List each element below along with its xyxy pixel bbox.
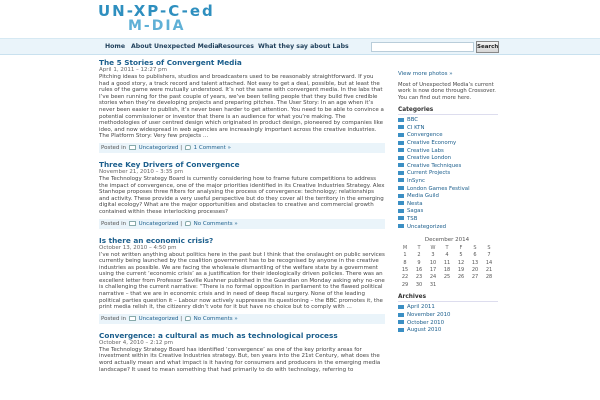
folder-icon	[129, 221, 136, 226]
calendar-day: 27	[471, 274, 479, 281]
logo-line-1: UN-XP-C-ed	[98, 2, 215, 20]
calendar-day: 4	[445, 252, 449, 259]
calendar-day	[482, 281, 496, 288]
calendar-day: 14	[485, 259, 493, 266]
post-title[interactable]: Three Key Drivers of Convergence	[99, 159, 240, 169]
calendar-day: 16	[415, 266, 423, 273]
calendar-day: 1	[403, 252, 407, 259]
rss-icon	[398, 156, 404, 160]
category-label: London Games Festival	[407, 185, 470, 192]
category-item[interactable]	[398, 125, 498, 133]
post	[99, 58, 385, 153]
rss-icon	[398, 171, 404, 175]
category-item[interactable]	[398, 163, 498, 171]
calendar-day: 17	[429, 266, 437, 273]
posted-in-label: Posted in	[101, 144, 127, 151]
category-item[interactable]	[398, 117, 498, 125]
category-list	[398, 117, 498, 231]
logo-line-2: M-DIA	[128, 18, 186, 34]
category-item[interactable]	[398, 216, 498, 224]
category-label: Creative Techniques	[407, 162, 462, 169]
post-title[interactable]: The 5 Stories of Convergent Media	[99, 58, 242, 67]
archive-item[interactable]	[398, 327, 498, 335]
calendar-day: 19	[457, 266, 465, 273]
category-label: Uncategorized	[407, 223, 447, 230]
archive-list	[398, 304, 498, 334]
calendar-day: 25	[443, 274, 451, 281]
folder-icon	[129, 316, 136, 321]
post-date: October 4, 2010 – 2:12 pm	[99, 339, 173, 346]
post-body: The Technology Strategy Board has identified ‘convergence’ as one of the key priority areas for investment within its Creative Industries strategy. But, ten years into the 21st Century, what does the word actually mean and what impact is it having for consumers and producers in the emerging media landscape? It used to mean something that had primarily to do with technology, referring to	[99, 346, 381, 373]
calendar-day-header: T	[445, 244, 449, 251]
calendar-day-header: M	[402, 244, 408, 251]
main-nav	[0, 38, 600, 55]
sidebar	[398, 58, 498, 335]
post-title[interactable]: Is there an economic crisis?	[99, 235, 214, 245]
rss-icon	[398, 194, 404, 198]
calendar-day: 20	[471, 266, 479, 273]
category-link[interactable]: Uncategorized	[138, 315, 179, 322]
post-date: October 13, 2010 – 4:50 pm	[99, 244, 177, 251]
archive-label: April 2011	[407, 304, 435, 311]
calendar-day	[440, 281, 454, 288]
calendar-day	[454, 281, 468, 288]
category-label: InSync	[407, 177, 425, 184]
rss-icon	[398, 148, 404, 152]
calendar-day: 5	[459, 252, 463, 259]
calendar-day-header: T	[417, 244, 421, 251]
calendar-day: 28	[485, 274, 493, 281]
calendar-day: 12	[457, 259, 465, 266]
category-item[interactable]	[398, 132, 498, 140]
archive-item[interactable]	[398, 312, 498, 320]
category-label: Creative Economy	[407, 140, 457, 146]
category-item[interactable]	[398, 224, 498, 232]
category-label: Sagas	[407, 208, 424, 215]
post-body: Pitching ideas to publishers, studios and broadcasters used to be reasonably straightforward. If you had a good story, a track record and talent attached. Not easy to get a deal, possible, but at least the rules of the game were mutually understood. It’s not the same with convergent media. In the labs that I’ve been running for the past couple of years, we’ve been telling people that they build five credible stories when they’re developing projects and preparing pitches. The User Story: In an age when it’s never been easier to publish, it’s never been harder to get attention. You need to be able to convince a potential commissioner or investor that there is an audience for what you’re making. The methodologies of user centred design which originated in product design, pioneered by companies like ideo, and now widespread in web agencies are increasingly important across the creative industries. The Platform Story: Very few projects …	[99, 74, 384, 140]
calendar-day	[468, 281, 482, 288]
post-body: The Technology Strategy Board is currently considering how to frame future competitions to address the impact of convergence, one of the major priorities identified in its Creative Industries Strategy. Alex Stanhope proposes three filters for analysing the process of convergence: technology; relationships and activity. These provide a very useful perspective but do they cover all the territory in the emerging digital ecology? What are the major opportunities and obstacles to creative and commercial growth contained within these interlocking processes?	[99, 175, 385, 215]
category-label: BBC	[407, 117, 419, 124]
archive-item[interactable]	[398, 304, 498, 312]
calendar-day: 18	[443, 266, 451, 273]
rss-icon	[398, 305, 404, 309]
category-item[interactable]	[398, 186, 498, 194]
folder-icon	[129, 145, 136, 150]
rss-icon	[398, 125, 404, 129]
calendar-day: 22	[401, 274, 409, 281]
calendar-day: 15	[401, 266, 409, 273]
calendar-day: 3	[431, 252, 435, 259]
categories-heading: Categories	[398, 107, 498, 115]
category-link[interactable]: Uncategorized	[138, 220, 179, 227]
category-item[interactable]	[398, 155, 498, 163]
archive-label: August 2010	[407, 327, 442, 334]
calendar-day: 9	[417, 259, 421, 266]
nav-resources[interactable]: Resources	[218, 43, 254, 50]
category-item[interactable]	[398, 208, 498, 216]
rss-icon	[398, 201, 404, 205]
calendar-day: 30	[415, 281, 423, 288]
post-body: I’ve not written anything about politics here in the past but I think that the onslaught on public services currently being launched by the coalition government has to be recognised by anyone in the creative industries as possible. We are facing the wholesale dismantling of the welfare state by a government using the current ‘economic crisis’ as a justification for their ideologically driven policies. There was an excellent letter from Professor Saville Kushner published in the Guardian on Monday asking why no-one is challenging the current narrative: “There is no formal opposition in parliament to the flawed political narrative – that we are in economic crisis and in need of deep fiscal surgery. None of the leading political parties question it – Labour now actively suppresses its questioning – the BBC promotes it, the print media relish it, the citizenry didn’t vote for it but have no choice but to comply with …	[99, 251, 385, 311]
post-title[interactable]: Convergence: a cultural as much as technological process	[99, 330, 338, 340]
calendar-day: 29	[401, 281, 409, 288]
meta-separator: |	[180, 220, 183, 227]
calendar-day: 6	[473, 252, 477, 259]
category-link[interactable]: Uncategorized	[138, 144, 179, 151]
post	[99, 331, 385, 373]
category-item[interactable]	[398, 193, 498, 201]
calendar-day: 11	[443, 259, 451, 266]
category-label: Creative Labs	[407, 147, 444, 154]
calendar-day-header: S	[487, 244, 491, 251]
rss-icon	[398, 178, 404, 182]
category-label: TSB	[407, 215, 418, 222]
calendar-day-header: W	[430, 244, 436, 251]
search-button[interactable]: Search	[476, 41, 499, 53]
category-item[interactable]	[398, 178, 498, 186]
meta-separator: |	[180, 315, 183, 322]
rss-icon	[398, 320, 404, 324]
calendar	[398, 236, 496, 288]
post-list	[99, 58, 385, 380]
nav-about[interactable]: About Unexpected Media	[131, 43, 219, 50]
category-label: Convergence	[407, 132, 443, 139]
category-label: Creative London	[407, 155, 452, 162]
calendar-day: 7	[487, 252, 491, 259]
comments-link[interactable]: No Comments »	[193, 315, 238, 322]
calendar-day: 31	[429, 281, 437, 288]
rss-icon	[398, 216, 404, 220]
post-date: April 1, 2011 – 12:27 pm	[99, 67, 168, 73]
calendar-day: 8	[403, 259, 407, 266]
comments-link[interactable]: 1 Comment »	[193, 144, 231, 151]
rss-icon	[398, 163, 404, 167]
category-label: Current Projects	[407, 170, 451, 177]
rss-icon	[398, 133, 404, 137]
calendar-table	[398, 244, 496, 288]
post	[99, 236, 385, 324]
meta-separator: |	[180, 144, 183, 151]
rss-icon	[398, 141, 404, 145]
archives-heading: Archives	[398, 294, 498, 302]
calendar-day: 21	[485, 266, 493, 273]
post-meta	[99, 314, 385, 324]
calendar-caption: December 2014	[424, 237, 470, 244]
calendar-day-header: S	[473, 244, 477, 251]
archive-label: October 2010	[407, 319, 445, 326]
comment-icon	[185, 221, 191, 226]
about-text: Most of Unexpected Media’s current work is now done through Crossover. You can find out more here.	[398, 82, 496, 101]
search-input[interactable]	[371, 42, 474, 52]
calendar-day: 24	[429, 274, 437, 281]
calendar-day: 23	[415, 274, 423, 281]
category-label: CI KTN	[407, 124, 425, 131]
post	[99, 160, 385, 229]
calendar-day: 26	[457, 274, 465, 281]
rss-icon	[398, 209, 404, 213]
posted-in-label: Posted in	[101, 220, 127, 227]
calendar-day-header: F	[459, 244, 463, 251]
calendar-day: 13	[471, 259, 479, 266]
category-label: Nesta	[407, 200, 423, 207]
comment-icon	[185, 145, 191, 150]
posted-in-label: Posted in	[101, 315, 127, 322]
rss-icon	[398, 313, 404, 317]
view-more-photos-link[interactable]: View more photos »	[398, 71, 453, 77]
category-item[interactable]	[398, 170, 498, 178]
archive-label: November 2010	[407, 312, 451, 319]
rss-icon	[398, 224, 404, 228]
post-meta	[99, 143, 385, 153]
comment-icon	[185, 316, 191, 321]
site-logo[interactable]	[98, 2, 258, 34]
comments-link[interactable]: No Comments »	[193, 220, 238, 227]
post-meta	[99, 219, 385, 229]
calendar-day: 10	[429, 259, 437, 266]
post-date: November 21, 2010 – 3:35 pm	[99, 168, 184, 175]
category-label: Media Guild	[407, 193, 439, 200]
category-item[interactable]	[398, 148, 498, 156]
category-item[interactable]	[398, 140, 498, 148]
nav-home[interactable]: Home	[105, 43, 126, 50]
category-item[interactable]	[398, 201, 498, 209]
nav-what-they-say[interactable]: What they say about Labs	[258, 43, 349, 50]
rss-icon	[398, 328, 404, 332]
rss-icon	[398, 118, 404, 122]
archive-item[interactable]	[398, 320, 498, 328]
rss-icon	[398, 186, 404, 190]
calendar-day: 2	[417, 252, 421, 259]
